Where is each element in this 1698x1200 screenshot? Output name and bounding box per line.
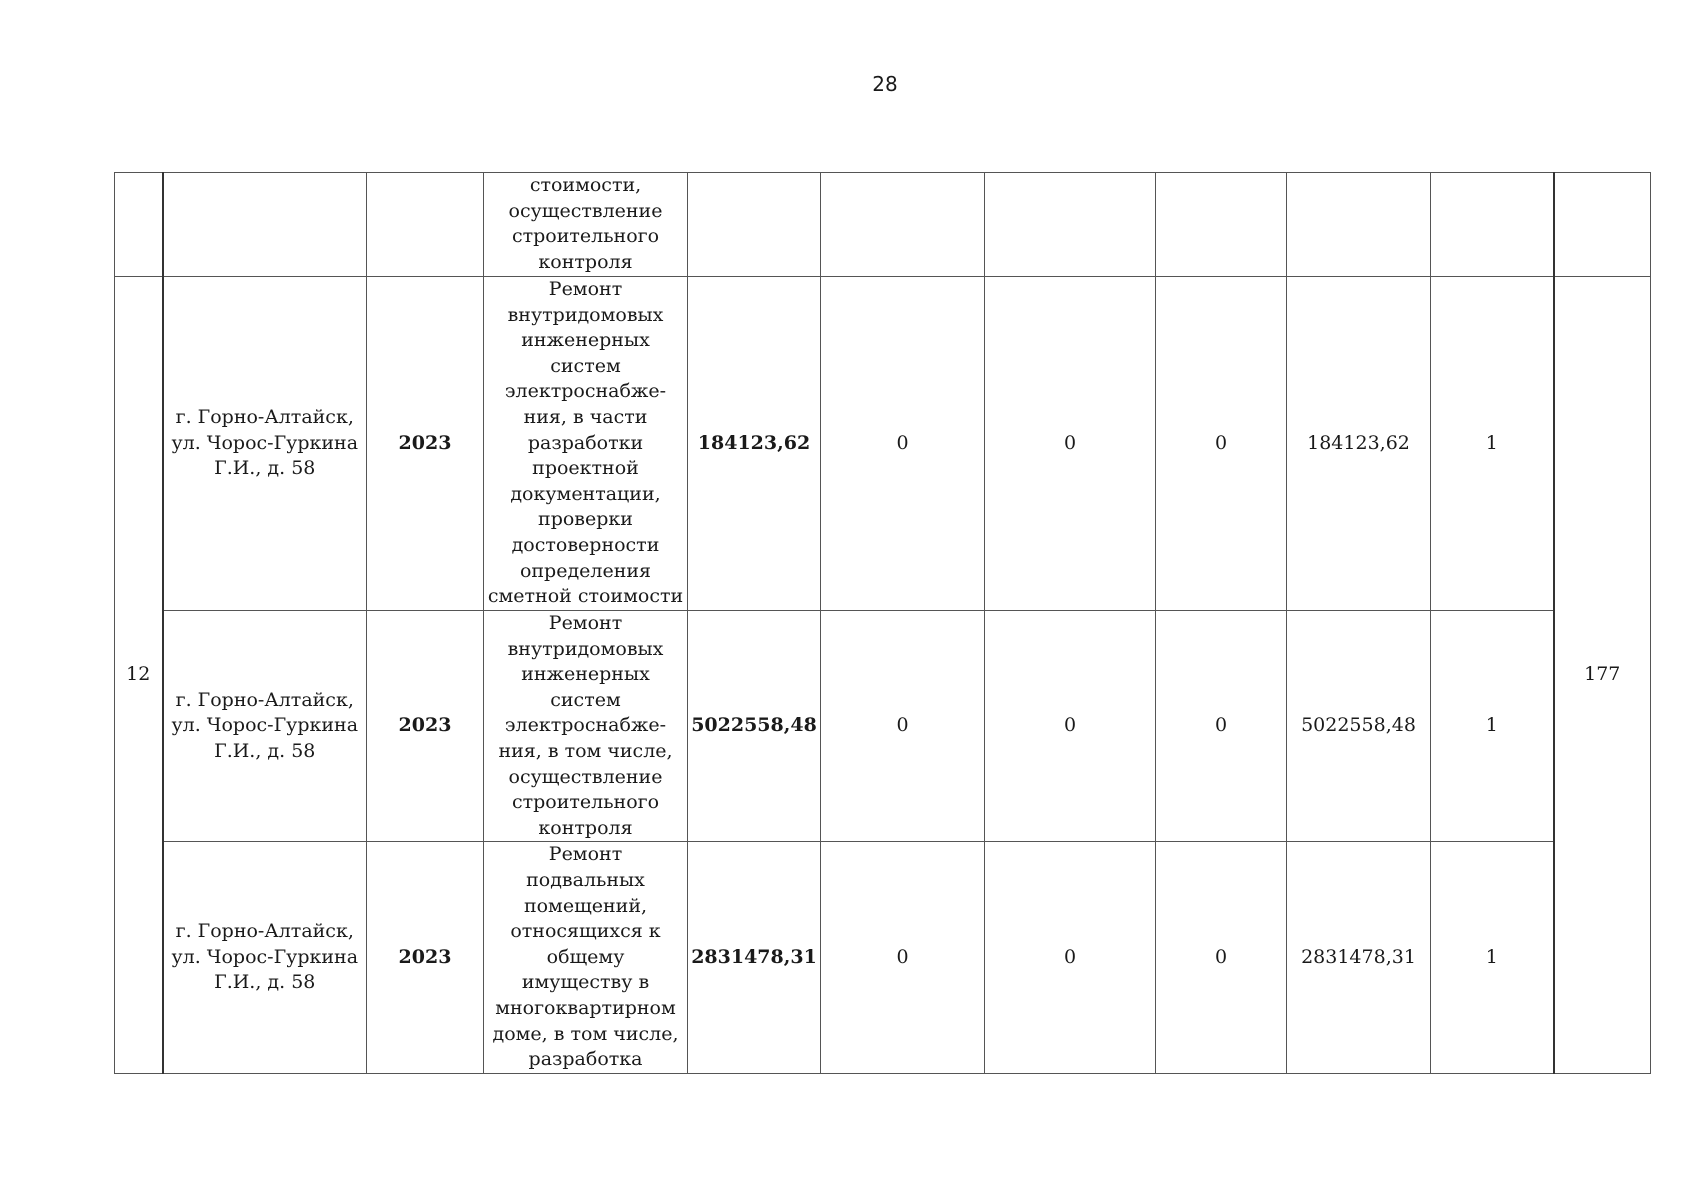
cell-year: 2023 (367, 842, 484, 1073)
cell-empty (821, 173, 985, 277)
cell-empty (163, 173, 367, 277)
cell-address: г. Горно-Алтайск, ул. Чорос-Гуркина Г.И., д. 58 (163, 611, 367, 842)
cell-empty (1554, 173, 1651, 277)
table-row-continuation (115, 173, 1651, 277)
cell-value: 0 (1156, 611, 1287, 842)
cell-value: 0 (821, 842, 985, 1073)
cell-empty (1287, 173, 1431, 277)
cell-empty (367, 173, 484, 277)
cell-empty (688, 173, 821, 277)
cell-value: 0 (821, 611, 985, 842)
cell-value: 0 (821, 277, 985, 611)
cell-work-description: Ремонт внутридомовых инженерных систем электроснабже- ния, в части разработки проектной документации, проверки достоверности определения сметной стоимости (484, 277, 688, 611)
cell-value: 5022558,48 (1287, 611, 1431, 842)
cell-address: г. Горно-Алтайск, ул. Чорос-Гуркина Г.И., д. 58 (163, 277, 367, 611)
table-row (115, 611, 1651, 842)
capital-repair-table (114, 172, 1651, 1074)
cell-empty (115, 173, 163, 277)
cell-value: 1 (1431, 842, 1554, 1073)
cell-value: 1 (1431, 611, 1554, 842)
cell-value: 184123,62 (1287, 277, 1431, 611)
table-row (115, 277, 1651, 611)
cell-group-total: 177 (1554, 277, 1651, 1074)
cell-value: 0 (985, 611, 1156, 842)
cell-work-description: стоимости, осуществление строительного контроля (484, 173, 688, 277)
table-row (115, 842, 1651, 1073)
cell-work-description: Ремонт подвальных помещений, относящихся к общему имуществу в многоквартирном доме, в том числе, разработка (484, 842, 688, 1073)
cell-value: 0 (1156, 277, 1287, 611)
cell-empty (1156, 173, 1287, 277)
cell-total-cost: 2831478,31 (688, 842, 821, 1073)
cell-value: 0 (985, 842, 1156, 1073)
cell-empty (985, 173, 1156, 277)
cell-work-description: Ремонт внутридомовых инженерных систем электроснабже- ния, в том числе, осуществление строительного контроля (484, 611, 688, 842)
cell-address: г. Горно-Алтайск, ул. Чорос-Гуркина Г.И., д. 58 (163, 842, 367, 1073)
cell-value: 0 (985, 277, 1156, 611)
cell-value: 2831478,31 (1287, 842, 1431, 1073)
cell-empty (1431, 173, 1554, 277)
cell-year: 2023 (367, 277, 484, 611)
cell-total-cost: 184123,62 (688, 277, 821, 611)
cell-total-cost: 5022558,48 (688, 611, 821, 842)
cell-value: 0 (1156, 842, 1287, 1073)
page-number: 28 (872, 72, 898, 96)
cell-group-number: 12 (115, 277, 163, 1074)
cell-value: 1 (1431, 277, 1554, 611)
cell-year: 2023 (367, 611, 484, 842)
